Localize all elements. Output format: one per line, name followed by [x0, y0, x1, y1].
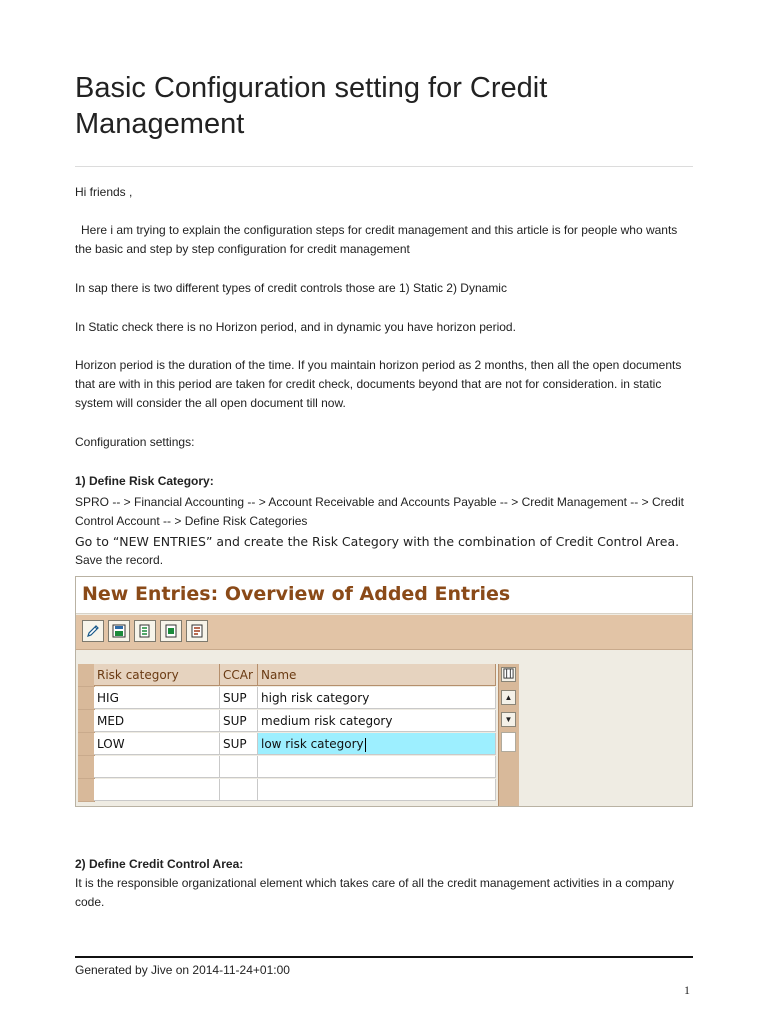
column-settings-icon[interactable]: [501, 667, 516, 682]
ccar-cell[interactable]: SUP: [220, 687, 258, 709]
select-all-cell[interactable]: [78, 664, 95, 687]
step1-path: SPRO -- > Financial Accounting -- > Account Receivable and Accounts Payable -- > Credit Management -- > Credit Control Account -- > Define Risk Categories: [75, 495, 684, 528]
step2-paragraph: It is the responsible organizational element which takes care of all the credit management activities in a company code.: [75, 876, 674, 909]
page-title: Basic Configuration setting for Credit Management: [75, 72, 548, 140]
scroll-down-icon[interactable]: ▼: [501, 712, 516, 727]
row-selector[interactable]: [78, 710, 95, 733]
credit-controls-paragraph: In sap there is two different types of credit controls those are 1) Static 2) Dynamic: [75, 281, 507, 295]
risk-category-cell[interactable]: MED: [94, 710, 220, 732]
step1-heading: [75, 472, 695, 491]
ccar-cell[interactable]: SUP: [220, 710, 258, 732]
table-header-row: [76, 664, 496, 687]
table-scrollbar[interactable]: [498, 664, 519, 807]
select-block-icon[interactable]: [134, 620, 156, 642]
risk-category-cell[interactable]: HIG: [94, 687, 220, 709]
table-row: [76, 779, 496, 802]
name-cell[interactable]: [258, 756, 496, 778]
row-selector[interactable]: [78, 687, 95, 710]
ccar-cell[interactable]: [220, 756, 258, 778]
config-settings-label: Configuration settings:: [75, 435, 195, 449]
row-selector[interactable]: [78, 733, 95, 756]
footer-generated: Generated by Jive on 2014-11-24+01:00: [75, 963, 290, 977]
step2-heading-text: 2) Define Credit Control Area:: [75, 857, 244, 871]
column-header[interactable]: CCAr: [220, 664, 258, 686]
title-divider: [75, 166, 693, 167]
column-header[interactable]: Risk category: [94, 664, 220, 686]
page-number: 1: [684, 983, 690, 997]
name-cell[interactable]: high risk category: [258, 687, 496, 709]
text-caret: [365, 738, 366, 752]
table-row: [76, 756, 496, 779]
column-header[interactable]: Name: [258, 664, 496, 686]
scroll-thumb[interactable]: [501, 732, 516, 752]
name-cell-text: low risk category: [261, 737, 364, 751]
sap-screen-title: New Entries: Overview of Added Entries: [82, 583, 511, 605]
table-row: [76, 687, 496, 710]
risk-category-cell[interactable]: [94, 779, 220, 801]
name-cell[interactable]: [258, 779, 496, 801]
step2-heading: [75, 855, 695, 874]
horizon-paragraph: Horizon period is the duration of the time. If you maintain horizon period as 2 months, then all the open documents that are with in this period are taken for credit check, documents beyond that are not for consideration. in static system will consider the all open document till now.: [75, 358, 682, 410]
ccar-cell[interactable]: SUP: [220, 733, 258, 755]
step1-save-note: Save the record.: [75, 553, 164, 567]
table-row: [76, 710, 496, 733]
copy-entries-icon[interactable]: [160, 620, 182, 642]
sap-title-bar: [76, 577, 692, 614]
row-selector[interactable]: [78, 756, 95, 779]
name-cell-active[interactable]: [258, 733, 496, 755]
risk-category-cell[interactable]: LOW: [94, 733, 220, 755]
edit-pencil-icon[interactable]: [82, 620, 104, 642]
scroll-up-icon[interactable]: ▲: [501, 690, 516, 705]
risk-category-cell[interactable]: [94, 756, 220, 778]
save-entries-icon[interactable]: [108, 620, 130, 642]
step1-heading-text: 1) Define Risk Category:: [75, 474, 214, 488]
footer-divider: [75, 956, 693, 958]
sap-screenshot: [75, 576, 693, 807]
step1-instruction: Go to “NEW ENTRIES” and create the Risk Category with the combination of Credit Control Area.: [75, 534, 680, 549]
sap-toolbar: [76, 615, 692, 650]
intro-paragraph: Here i am trying to explain the configuration steps for credit management and this article is for people who wants the basic and step by step configuration for credit management: [75, 223, 678, 256]
static-check-paragraph: In Static check there is no Horizon period, and in dynamic you have horizon period.: [75, 320, 516, 334]
table-row: [76, 733, 496, 756]
row-selector[interactable]: [78, 779, 95, 802]
greeting: Hi friends ,: [75, 185, 133, 199]
other-entries-icon[interactable]: [186, 620, 208, 642]
ccar-cell[interactable]: [220, 779, 258, 801]
name-cell[interactable]: medium risk category: [258, 710, 496, 732]
